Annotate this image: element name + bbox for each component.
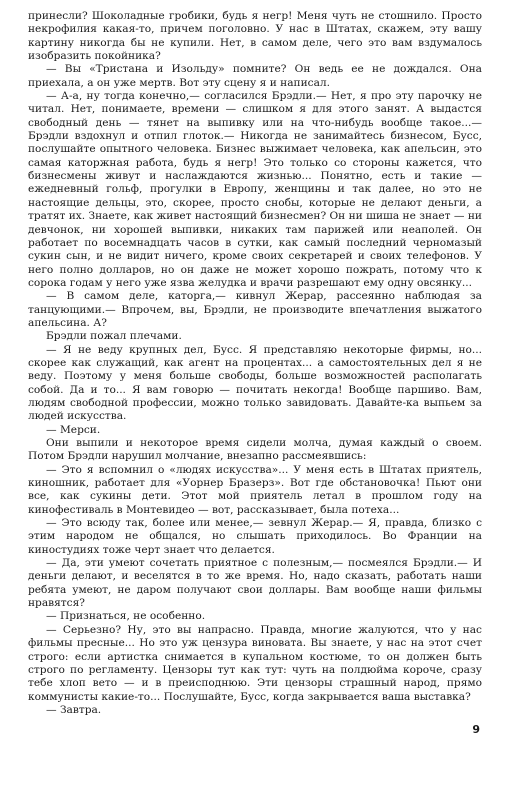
paragraph-10: — Это всюду так, более или менее,— зевнул Жерар.— Я, правда, близко с этим народом не общался, но слышать приходилось. Во Франции на киностудиях тоже черт знает что делается. <box>28 517 482 556</box>
page-number: 9 <box>472 723 480 736</box>
paragraph-9: — Это я вспомнил о «людях искусства»... У меня есть в Штатах приятель, киношник, работает для «Уорнер Бразерз». Вот где обстановочка! Пьют они все, как сукины дети. Этот мой приятель летал в прошлом году на кинофестиваль в Монтевидео — вот, рассказывает, была потеха... <box>28 463 482 516</box>
paragraph-6: — Я не веду крупных дел, Бусс. Я представляю некоторые фирмы, но... скорее как служащий, как агент на процентах... а самостоятельных дел я не веду. Поэтому у меня больше свободы, больше возможностей располагать собой. Да и то... Я вам говорю — почитать некогда! Вообще паршиво. Вам, людям свободной профессии, можно только завидовать. Давайте-ка выпьем за людей искусства. <box>28 343 482 423</box>
paragraph-8: Они выпили и некоторое время сидели молча, думая каждый о своем. Потом Брэдли нарушил молчание, внезапно рассмеявшись: <box>28 437 482 463</box>
paragraph-5: Брэдли пожал плечами. <box>46 330 182 343</box>
paragraph-11: — Да, эти умеют сочетать приятное с полезным,— посмеялся Брэдли.— И деньги делают, и веселятся в то же время. Но, надо сказать, работать наши ребята умеют, не даром получают свои доллары. Вам вообще наши фильмы нравятся? <box>28 557 482 610</box>
paragraph-1: принесли? Шоколадные гробики, будь я негр! Меня чуть не стошнило. Просто некрофилия какая-то, причем поголовно. У нас в Штатах, скажем, эту вашу картину никогда бы не купили. Нет, в самом деле, чего это вам вздумалось изобразить покойника? <box>28 10 482 63</box>
paragraph-7: — Мерси. <box>46 423 101 436</box>
page-text <box>28 10 482 717</box>
paragraph-3: — А-а, ну тогда конечно,— согласился Брэдли.— Нет, я про эту парочку не читал. Нет, понимаете, времени — слишком я для этого занят. А выдастся свободный день — тянет на выпивку или на что-нибудь вообще такое...— Брэдли вздохнул и отпил глоток.— Никогда не занимайтесь бизнесом, Бусс, послушайте опытного человека. Бизнес выжимает человека, как апельсин, это самая каторжная работа, будь я негр! Это только со стороны кажется, что бизнесмены живут и наслаждаются жизнью... Понятно, есть и такие — ежедневный гольф, прогулки в Европу, женщины и так далее, но это не настоящие дельцы, это, скорее, просто снобы, которые не делают деньги, а тратят их. Знаете, как живет настоящий бизнесмен? Он ни шиша не знает — ни девчонок, ни хорошей выпивки, никаких там парижей или неаполей. Он работает по восемнадцать часов в сутки, как самый последний черномазый сукин сын, и не видит ничего, кроме своих секретарей и своих телефонов. У него полно долларов, но он даже не может хорошо пожрать, потому что к сорока годам у него уже язва желудка и врачи разрешают ему одну овсянку... <box>28 90 482 289</box>
paragraph-13: — Серьезно? Ну, это вы напрасно. Правда, многие жалуются, что у нас фильмы пресные... Но это уж цензура виновата. Вы знаете, у нас на этот счет строго: если артистка снимается в купальном костюме, то он должен быть строго по регламенту. Цензоры тут как тут: чуть на полдюйма короче, сразу тебе хлоп вето — и в преисподнюю. Эти цензоры страшный народ, прямо коммунисты какие-то... Послушайте, Бусс, когда закрывается ваша выставка? <box>28 623 482 703</box>
paragraph-14: — Завтра. <box>46 703 102 716</box>
paragraph-12: — Признаться, не особенно. <box>46 610 206 623</box>
paragraph-4: — В самом деле, каторга,— кивнул Жерар, рассеянно наблюдая за танцующими.— Впрочем, вы, Брэдли, не производите впечатления выжатого апельсина. А? <box>28 290 482 329</box>
paragraph-2: — Вы «Тристана и Изольду» помните? Он ведь ее не дождался. Она приехала, а он уже мертв. Вот эту сцену я и написал. <box>28 63 482 89</box>
